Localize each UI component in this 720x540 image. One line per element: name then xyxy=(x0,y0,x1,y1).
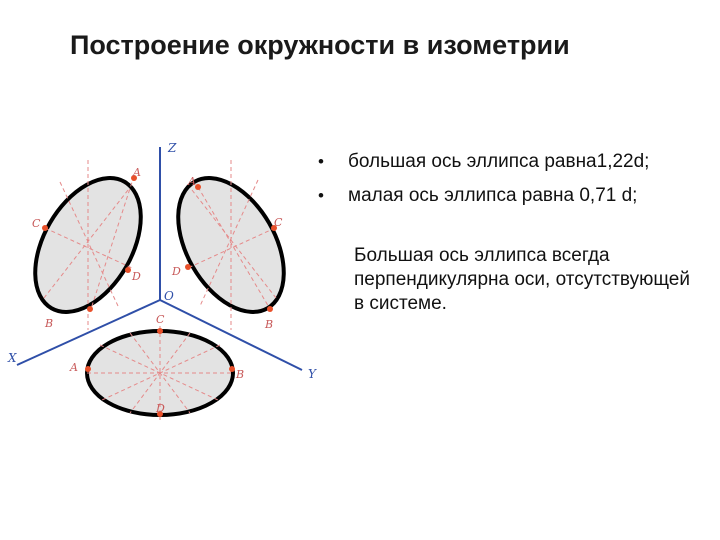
axis-label-z: Z xyxy=(168,141,177,155)
note-paragraph: Большая ось эллипса всегда перпендикулярна оси, отсутствующей в системе. xyxy=(354,245,690,314)
right-ellipse-group xyxy=(156,160,305,330)
axis-label-x: X xyxy=(8,351,17,365)
bullet-item xyxy=(318,184,698,208)
page-title: Построение окружности в изометрии xyxy=(70,30,570,60)
bottom-label-c: C xyxy=(156,313,165,326)
right-label-c: C xyxy=(274,216,283,229)
bottom-label-a: A xyxy=(70,361,78,374)
right-label-d: D xyxy=(172,265,181,278)
bullet-item xyxy=(318,150,698,174)
left-label-c: C xyxy=(32,217,41,230)
right-label-b: B xyxy=(265,318,274,331)
bullet-text-major-axis: большая ось эллипса равна1,22d; xyxy=(348,151,650,172)
bottom-label-d: D xyxy=(156,402,165,415)
bullet-marker: • xyxy=(318,186,324,205)
description-text xyxy=(318,150,698,316)
axis-label-origin: O xyxy=(164,289,174,303)
axis-label-y: Y xyxy=(308,367,316,381)
left-label-b: B xyxy=(45,317,54,330)
right-label-a: A xyxy=(188,175,196,188)
bottom-label-b: B xyxy=(236,368,245,381)
left-label-a: A xyxy=(133,166,141,179)
left-ellipse-group xyxy=(13,160,162,330)
left-label-d: D xyxy=(132,270,141,283)
bullet-marker: • xyxy=(318,152,324,171)
bullet-text-minor-axis: малая ось эллипса равна 0,71 d; xyxy=(348,185,638,206)
